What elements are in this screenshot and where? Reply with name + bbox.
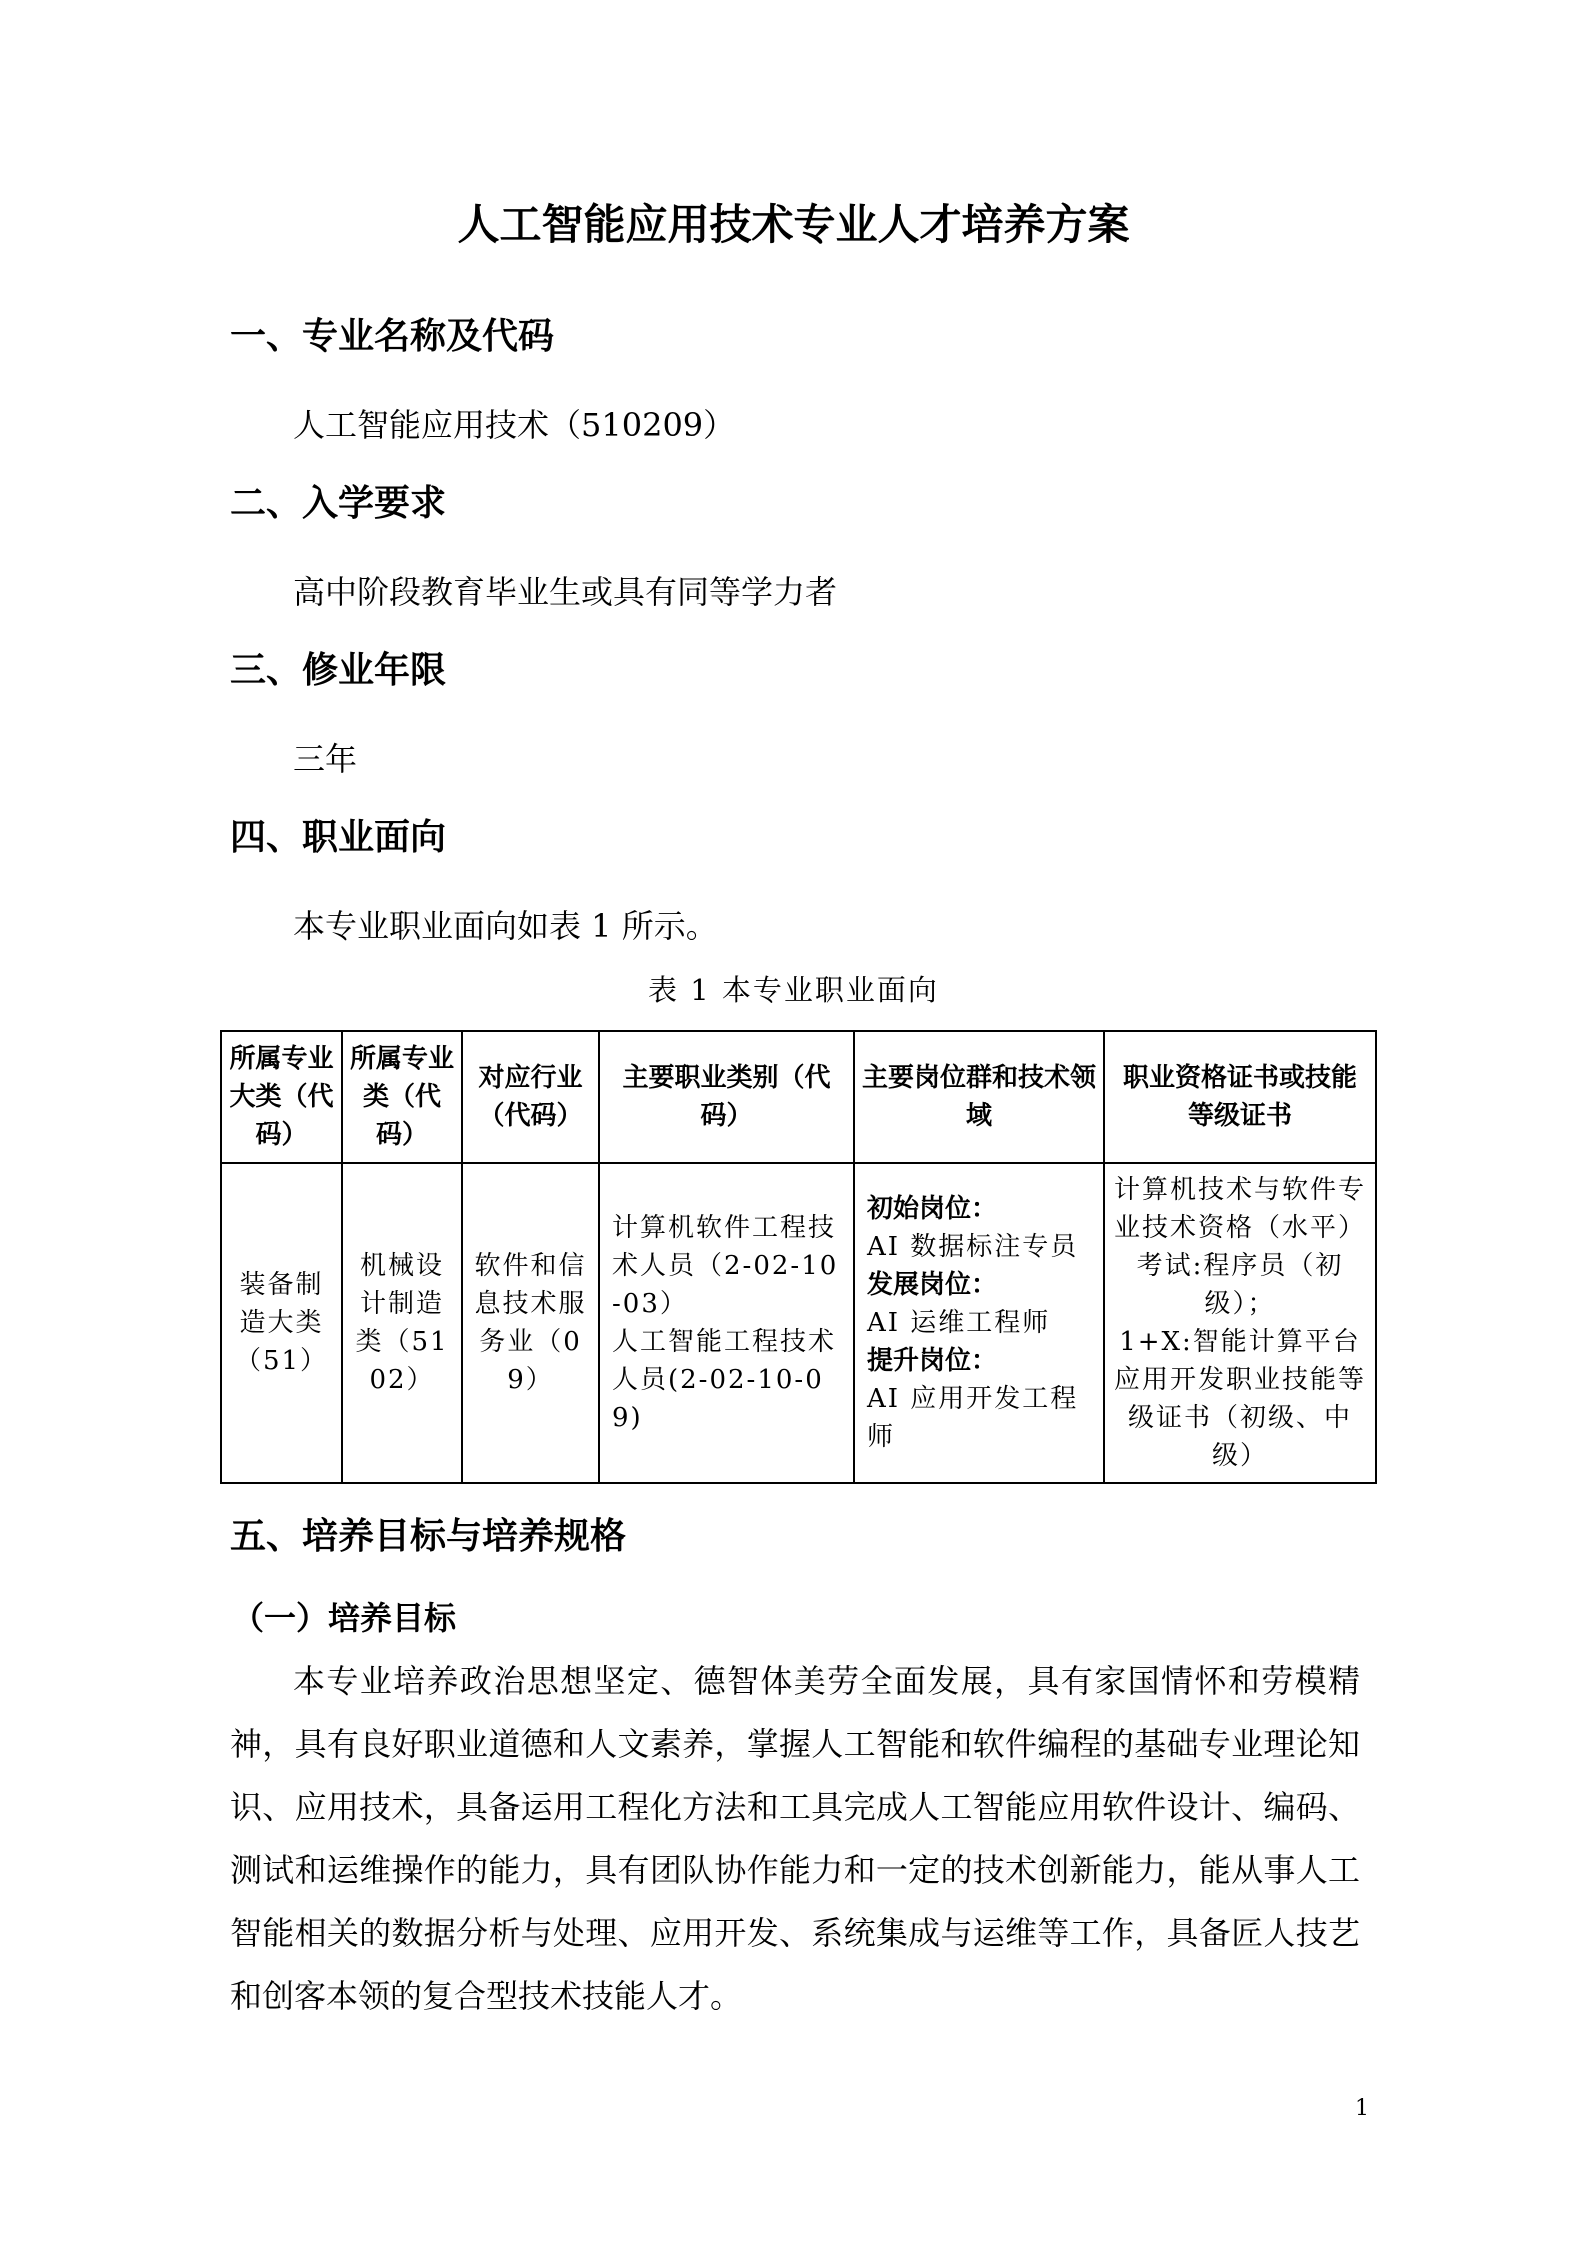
- promotion-position-label: 提升岗位：: [867, 1346, 998, 1376]
- occupation-ai-engineer: 人工智能工程技术人员(2-02-10-09): [612, 1327, 837, 1433]
- cell-positions: [854, 1163, 1104, 1483]
- section-heading-career: 四、职业面向: [230, 817, 447, 858]
- career-intro: 本专业职业面向如表 1 所示。: [293, 907, 718, 945]
- major-name-code: 人工智能应用技术（510209）: [293, 406, 736, 444]
- study-duration: 三年: [293, 740, 358, 778]
- admission-requirement: 高中阶段教育毕业生或具有同等学力者: [293, 573, 838, 611]
- document-title: 人工智能应用技术专业人才培养方案: [457, 200, 1130, 249]
- section-heading-major-name: 一、专业名称及代码: [230, 316, 555, 357]
- cell-certificates: [1104, 1163, 1376, 1483]
- occupation-software-engineer: 计算机软件工程技术人员（2-02-10-03）: [612, 1213, 839, 1319]
- section-heading-duration: 三、修业年限: [230, 650, 447, 691]
- section-heading-goals: 五、培养目标与培养规格: [230, 1516, 627, 1557]
- subsection-heading-goal: （一）培养目标: [232, 1599, 457, 1637]
- cell-major-category: 装备制造大类（51）: [221, 1163, 342, 1483]
- page-number: 1: [1355, 2096, 1369, 2121]
- table-caption: 表 1 本专业职业面向: [648, 973, 939, 1007]
- section-heading-admission: 二、入学要求: [230, 483, 447, 524]
- certificate-programmer: 计算机技术与软件专业技术资格（水平）考试:程序员（初级）；: [1113, 1175, 1366, 1319]
- training-goal-paragraph: 本专业培养政治思想坚定、德智体美劳全面发展，具有家国情怀和劳模精神，具有良好职业道德和人文素养，掌握人工智能和软件编程的基础专业理论知识、应用技术，具备运用工程化方法和工具完成人工智能应用软件设计、编码、测试和运维操作的能力，具有团队协作能力和一定的技术创新能力，能从事人工智能相关的数据分析与处理、应用开发、系统集成与运维等工作，具备匠人技艺和创客本领的复合型技术技能人才。: [230, 1662, 1360, 2015]
- cell-occupation: [599, 1163, 854, 1483]
- header-industry: 对应行业（代码）: [462, 1031, 599, 1163]
- header-major-category: 所属专业大类（代码）: [221, 1031, 342, 1163]
- table-header-row: [221, 1031, 1376, 1163]
- certificate-1x: 1+X:智能计算平台应用开发职业技能等级证书（初级、中级）: [1113, 1327, 1366, 1471]
- header-positions: 主要岗位群和技术领域: [854, 1031, 1104, 1163]
- initial-position-label: 初始岗位：: [867, 1194, 998, 1224]
- cell-major-class: 机械设计制造类（5102）: [342, 1163, 462, 1483]
- header-certificates: 职业资格证书或技能等级证书: [1104, 1031, 1376, 1163]
- table-row: [221, 1163, 1376, 1483]
- development-position-label: 发展岗位：: [867, 1270, 998, 1300]
- cell-industry: 软件和信息技术服务业（09）: [462, 1163, 599, 1483]
- career-orientation-table: [220, 1030, 1377, 1484]
- initial-position: AI 数据标注专员: [867, 1232, 1079, 1262]
- promotion-position: AI 应用开发工程师: [867, 1384, 1079, 1452]
- header-occupation: 主要职业类别（代码）: [599, 1031, 854, 1163]
- development-position: AI 运维工程师: [867, 1308, 1051, 1338]
- header-major-class: 所属专业类（代码）: [342, 1031, 462, 1163]
